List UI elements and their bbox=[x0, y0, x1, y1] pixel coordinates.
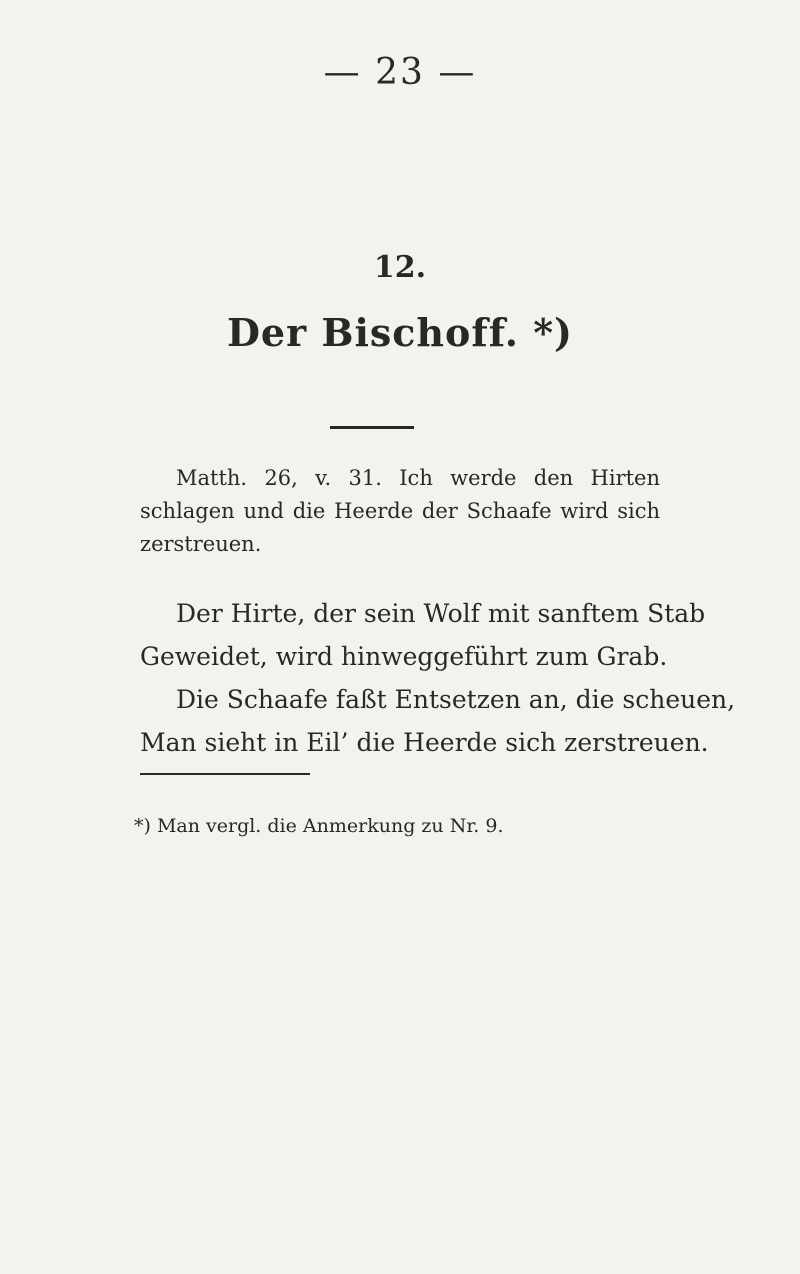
footnote-rule bbox=[140, 773, 310, 775]
title-rule bbox=[330, 426, 414, 429]
poem-line: Man sieht in Eil’ die Heerde sich zerstreuen. bbox=[140, 728, 709, 757]
poem-title: Der Bischoff. *) bbox=[226, 310, 574, 355]
page-number: — 23 — bbox=[323, 52, 477, 93]
poem-line: Geweidet, wird hinweggeführt zum Grab. bbox=[140, 642, 668, 671]
footnote: *) Man vergl. die Anmerkung zu Nr. 9. bbox=[134, 815, 504, 837]
poem-line: Die Schaafe faßt Entsetzen an, die scheuen, bbox=[176, 685, 736, 714]
epigraph bbox=[140, 462, 660, 561]
poem-stanza bbox=[140, 592, 736, 764]
epigraph-text: Matth. 26, v. 31. Ich werde den Hirten schlagen und die Heerde der Schaafe wird sich zerstreuen. bbox=[140, 466, 660, 556]
poem-line: Der Hirte, der sein Wolf mit sanftem Stab bbox=[176, 599, 706, 628]
poem-number: 12. bbox=[373, 250, 427, 285]
